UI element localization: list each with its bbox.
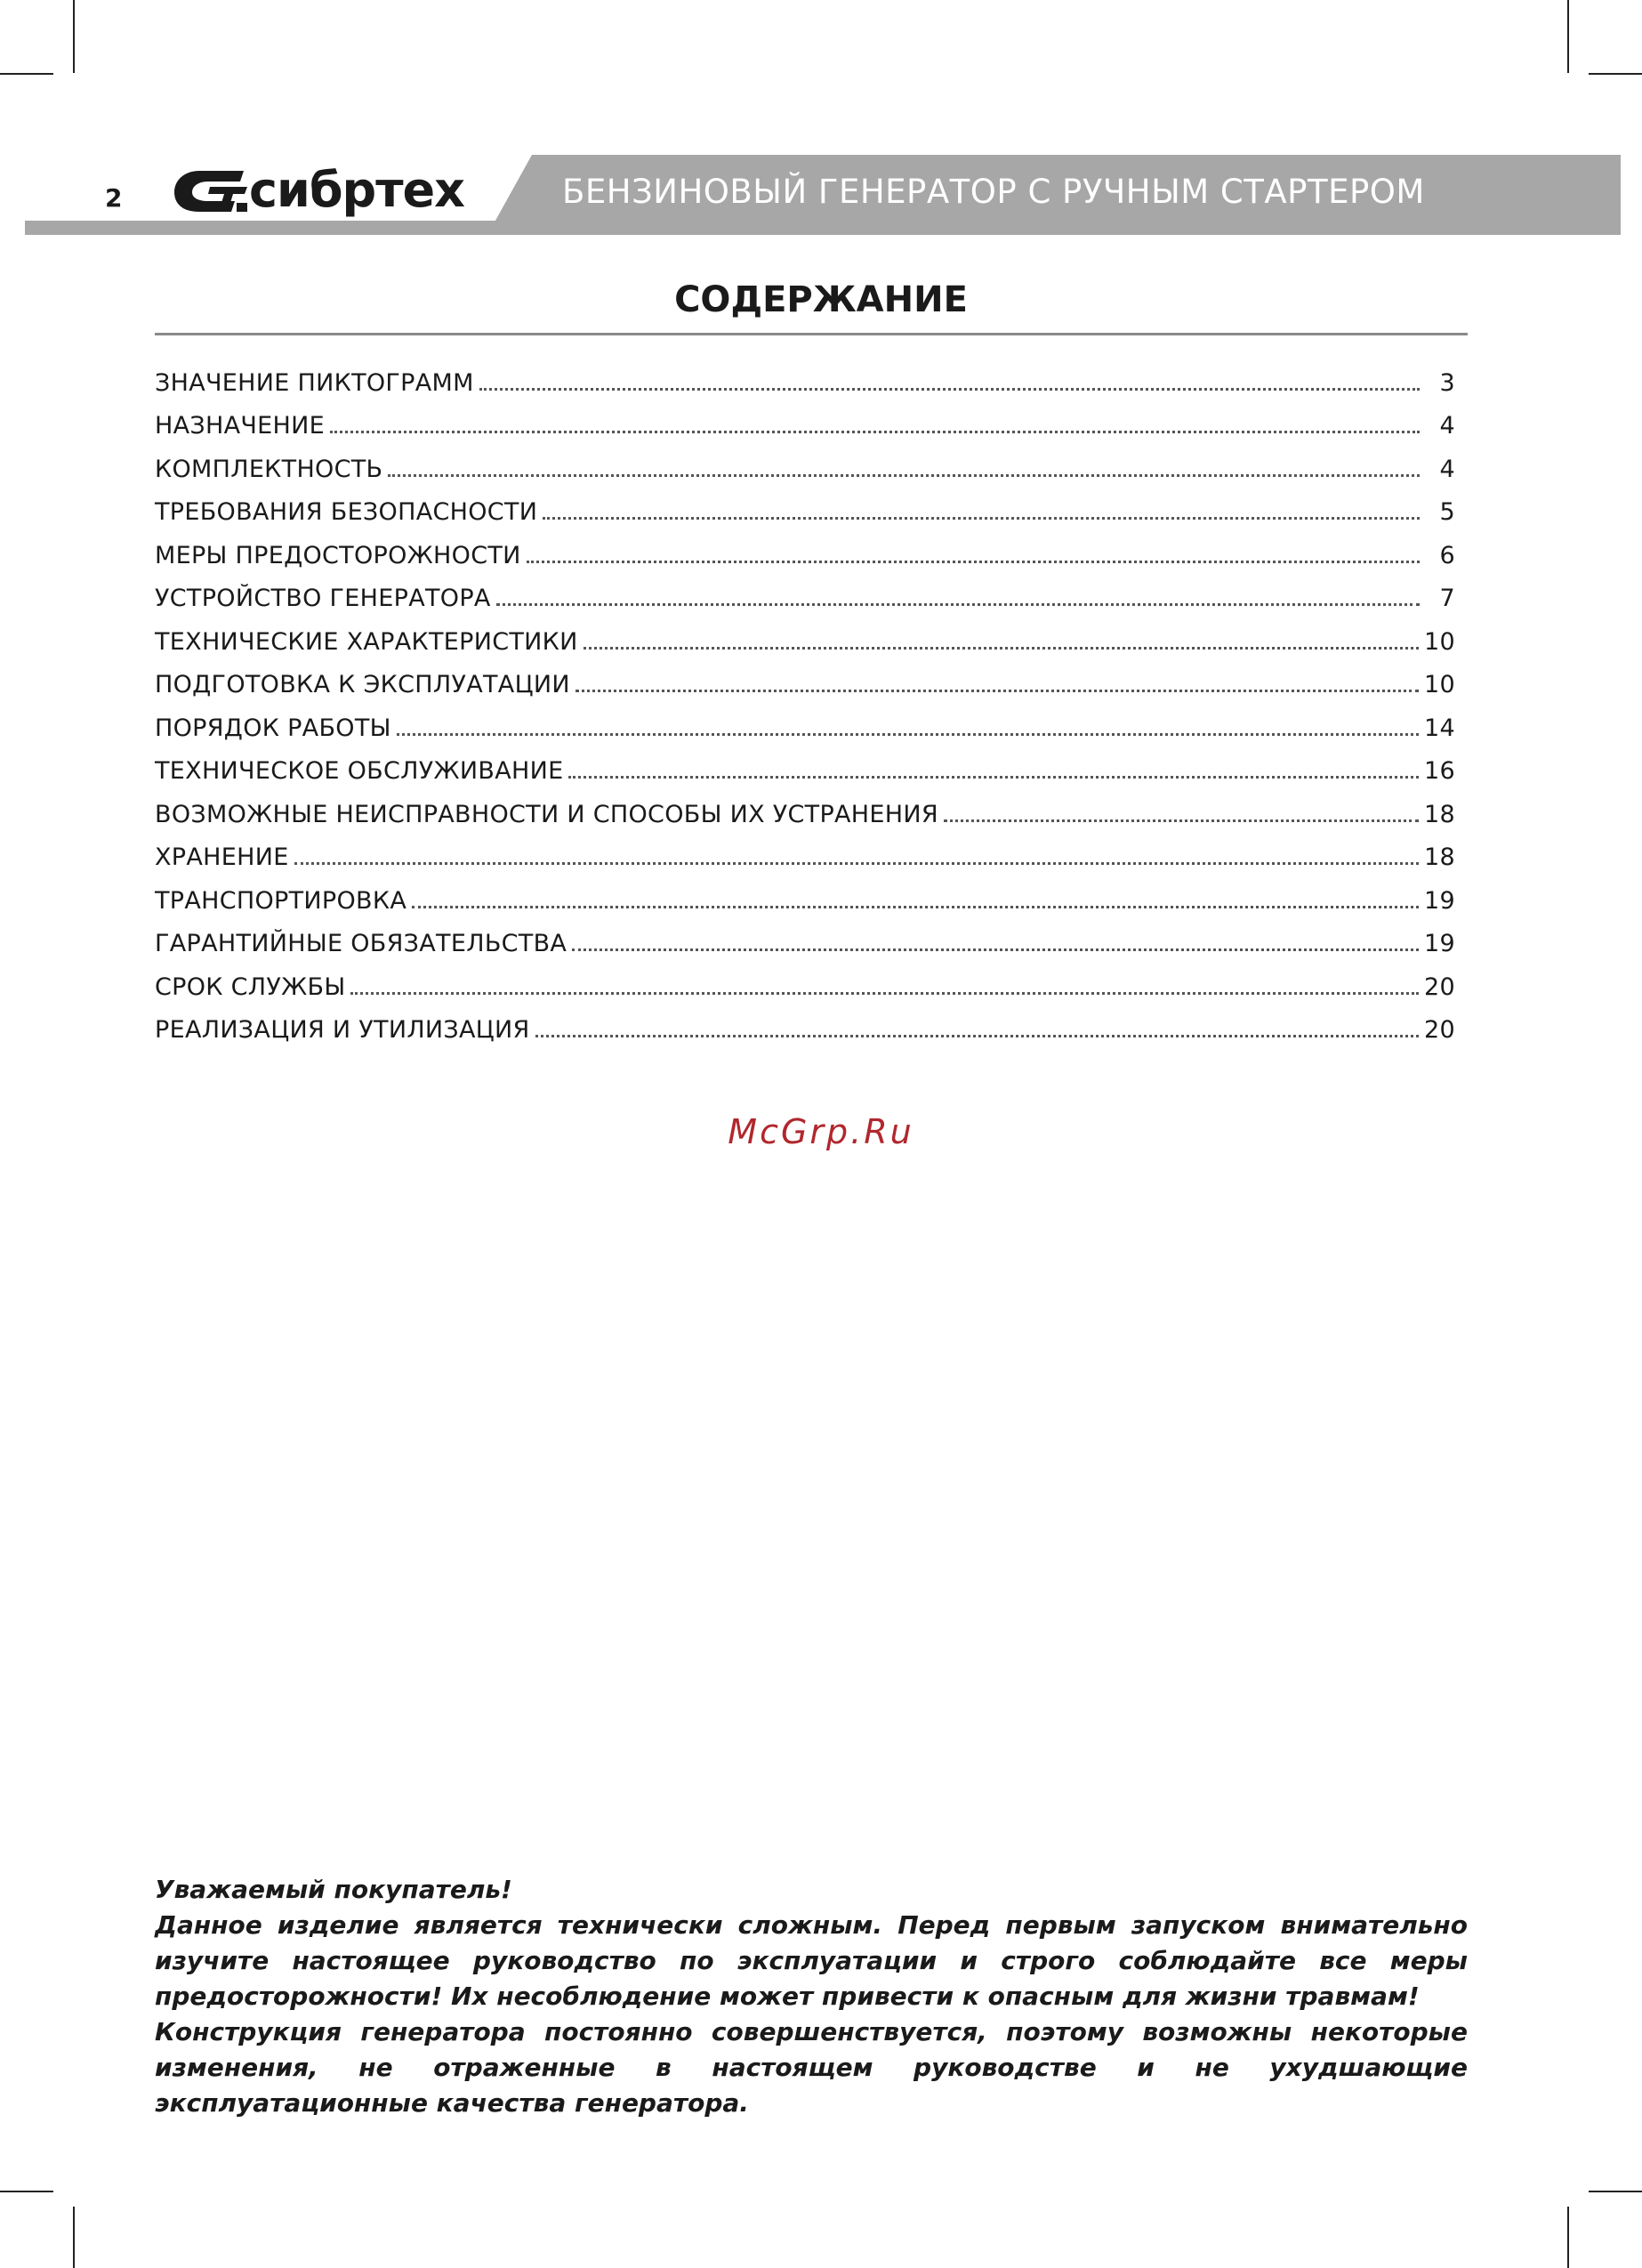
toc-divider [155, 333, 1468, 335]
toc-item-page: 18 [1424, 843, 1455, 871]
crop-mark [73, 2207, 75, 2268]
toc-item[interactable] [155, 785, 1455, 828]
customer-notice [155, 1872, 1468, 2121]
toc-item-label: ТРАНСПОРТИРОВКА [155, 886, 407, 915]
toc-item-label: НАЗНАЧЕНИЕ [155, 412, 325, 440]
toc-leader [496, 603, 1420, 606]
toc-leader [572, 948, 1419, 951]
brand-logo [173, 162, 475, 218]
toc-item-page: 19 [1424, 930, 1455, 957]
watermark: McGrp.Ru [728, 1112, 914, 1151]
toc-item-label: ТРЕБОВАНИЯ БЕЗОПАСНОСТИ [155, 498, 538, 526]
toc-item[interactable] [155, 353, 1455, 397]
toc-leader [543, 517, 1420, 520]
brand-logo-icon [173, 169, 249, 214]
toc-item[interactable] [155, 483, 1455, 527]
toc-item-page: 19 [1424, 886, 1455, 915]
toc-item[interactable] [155, 397, 1455, 440]
toc-item-label: ПОРЯДОК РАБОТЫ [155, 714, 391, 742]
toc-item[interactable] [155, 612, 1455, 656]
crop-mark [73, 0, 75, 73]
brand-name: сибртех [249, 162, 464, 218]
toc-item-label: ГАРАНТИЙНЫЕ ОБЯЗАТЕЛЬСТВА [155, 930, 567, 957]
notice-paragraph: Конструкция генератора постоянно совершенствуется, поэтому возможны некоторые изменения, не отраженные в настоящем руководстве и не ухудшающие эксплуатационные качества генератора. [155, 2017, 1468, 2118]
toc-leader [568, 776, 1419, 779]
toc-item[interactable] [155, 440, 1455, 483]
toc-item-label: ПОДГОТОВКА К ЭКСПЛУАТАЦИИ [155, 671, 570, 698]
toc-item-page: 7 [1439, 585, 1455, 612]
toc-item-label: ХРАНЕНИЕ [155, 843, 289, 871]
toc-leader [576, 690, 1419, 692]
toc-item-page: 5 [1439, 498, 1455, 526]
toc-heading: СОДЕРЖАНИЕ [674, 279, 968, 320]
toc-item-label: РЕАЛИЗАЦИЯ И УТИЛИЗАЦИЯ [155, 1016, 530, 1044]
toc-item-page: 6 [1439, 541, 1455, 569]
toc-item[interactable] [155, 1001, 1455, 1045]
crop-mark [0, 73, 53, 75]
toc-leader [388, 474, 1420, 477]
toc-item[interactable] [155, 698, 1455, 742]
toc-leader [412, 906, 1419, 908]
notice-greeting: Уважаемый покупатель! [155, 1875, 512, 1904]
toc-leader [535, 1035, 1419, 1037]
toc-leader [479, 388, 1420, 391]
toc-leader [397, 733, 1419, 736]
toc-item[interactable] [155, 871, 1455, 915]
table-of-contents [155, 353, 1455, 1044]
crop-mark [1567, 0, 1569, 73]
document-title: БЕНЗИНОВЫЙ ГЕНЕРАТОР С РУЧНЫМ СТАРТЕРОМ [562, 173, 1425, 211]
toc-item-page: 20 [1424, 1016, 1455, 1044]
toc-item-page: 3 [1439, 368, 1455, 397]
toc-item[interactable] [155, 526, 1455, 569]
toc-leader [330, 431, 1420, 433]
toc-item-label: КОМПЛЕКТНОСТЬ [155, 455, 383, 483]
toc-item-label: ЗНАЧЕНИЕ ПИКТОГРАММ [155, 368, 474, 397]
toc-item-label: ТЕХНИЧЕСКИЕ ХАРАКТЕРИСТИКИ [155, 627, 578, 656]
crop-mark [1589, 73, 1642, 75]
toc-item[interactable] [155, 656, 1455, 699]
toc-item[interactable] [155, 742, 1455, 786]
toc-leader [527, 561, 1420, 563]
toc-item[interactable] [155, 569, 1455, 613]
toc-item-label: МЕРЫ ПРЕДОСТОРОЖНОСТИ [155, 541, 521, 569]
toc-leader [944, 819, 1419, 822]
toc-item-label: ТЕХНИЧЕСКОЕ ОБСЛУЖИВАНИЕ [155, 757, 564, 785]
crop-mark [1567, 2207, 1569, 2268]
toc-item-label: ВОЗМОЖНЫЕ НЕИСПРАВНОСТИ И СПОСОБЫ ИХ УСТРАНЕНИЯ [155, 800, 938, 828]
toc-item[interactable] [155, 915, 1455, 958]
toc-item[interactable] [155, 828, 1455, 872]
toc-item-page: 10 [1424, 671, 1455, 698]
toc-leader [584, 647, 1419, 650]
crop-mark [1589, 2191, 1642, 2192]
notice-paragraph: Данное изделие является технически сложным. Перед первым запуском внимательно изучите настоящее руководство по эксплуатации и строго соблюдайте все меры предосторожности! Их несоблюдение может привести к опасным для жизни травмам! [155, 1910, 1468, 2011]
toc-item-label: СРОК СЛУЖБЫ [155, 973, 346, 1001]
toc-item-page: 18 [1424, 800, 1455, 828]
toc-item-page: 20 [1424, 973, 1455, 1001]
toc-leader [294, 862, 1419, 865]
toc-item-page: 10 [1424, 627, 1455, 656]
page-number: 2 [105, 183, 123, 213]
crop-mark [0, 2191, 53, 2192]
toc-item-page: 16 [1424, 757, 1455, 785]
toc-leader [350, 992, 1419, 995]
toc-item[interactable] [155, 957, 1455, 1001]
toc-item-page: 4 [1439, 412, 1455, 440]
toc-item-page: 4 [1439, 455, 1455, 483]
toc-item-page: 14 [1424, 714, 1455, 742]
toc-item-label: УСТРОЙСТВО ГЕНЕРАТОРА [155, 585, 491, 612]
